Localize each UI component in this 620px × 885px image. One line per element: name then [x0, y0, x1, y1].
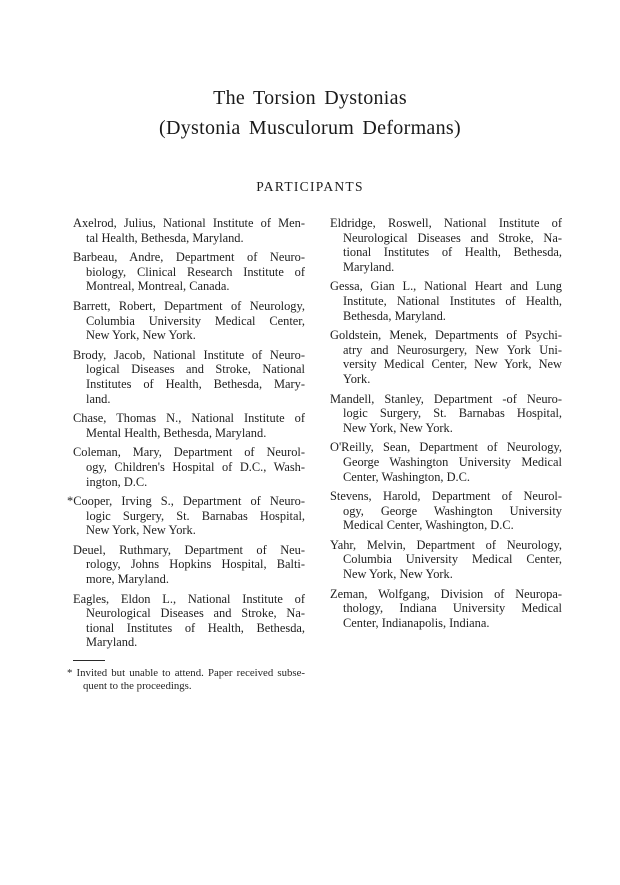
- title-line-1: The Torsion Dystonias: [213, 87, 407, 109]
- participant-line: New York, New York.: [86, 523, 196, 538]
- participant-line: more, Maryland.: [86, 572, 169, 587]
- participant-line: Goldstein, Menek, Departments of Psychi-: [330, 328, 562, 343]
- participant-line: logical Diseases and Stroke, National: [86, 362, 305, 377]
- participant-line: Deuel, Ruthmary, Department of Neu-: [73, 542, 305, 557]
- participant-entry: [330, 489, 562, 533]
- participant-line: tional Institutes of Health, Bethesda,: [86, 620, 305, 635]
- footnote-rule: [73, 660, 105, 661]
- participant-entry: [330, 328, 562, 386]
- participant-line: tal Health, Bethesda, Maryland.: [86, 230, 244, 245]
- participant-line: New York, New York.: [343, 567, 453, 582]
- participant-line: biology, Clinical Research Institute of: [86, 264, 305, 279]
- participant-entry: [73, 411, 305, 440]
- participant-line: ogy, Children's Hospital of D.C., Wash-: [86, 459, 305, 474]
- participant-line: Center, Washington, D.C.: [343, 469, 470, 484]
- participant-entry: [73, 216, 305, 245]
- participant-line: Zeman, Wolfgang, Division of Neuropa-: [330, 586, 562, 601]
- participant-entry: [330, 587, 562, 631]
- participant-line: land.: [86, 391, 111, 406]
- participant-line: Maryland.: [343, 259, 395, 274]
- participant-line: logic Surgery, St. Barnabas Hospital,: [86, 508, 305, 523]
- participant-line: Barrett, Robert, Department of Neurology,: [73, 298, 305, 313]
- participant-entry: [73, 299, 305, 343]
- participant-line: Brody, Jacob, National Institute of Neuro-: [73, 347, 305, 362]
- participant-line: ogy, George Washington University: [343, 503, 562, 518]
- participant-line: George Washington University Medical: [343, 454, 562, 469]
- participant-line: ington, D.C.: [86, 474, 148, 489]
- participant-line: Center, Indianapolis, Indiana.: [343, 615, 490, 630]
- participant-line: Institute, National Institutes of Health,: [343, 293, 562, 308]
- participant-entry: [330, 392, 562, 436]
- participant-entry: [73, 543, 305, 587]
- participant-line: Medical Center, Washington, D.C.: [343, 518, 514, 533]
- footnote-line-1: * Invited but unable to attend. Paper received subse-: [67, 667, 305, 680]
- participant-line: Montreal, Montreal, Canada.: [86, 279, 230, 294]
- participant-line: Gessa, Gian L., National Heart and Lung: [330, 279, 562, 294]
- participant-line: Axelrod, Julius, National Institute of Men-: [73, 216, 305, 230]
- footnote-line-2: quent to the proceedings.: [83, 680, 192, 693]
- participant-line: Columbia University Medical Center,: [86, 313, 305, 328]
- participant-entry: [67, 494, 305, 538]
- participant-line: thology, Indiana University Medical: [343, 601, 562, 616]
- participant-line: Columbia University Medical Center,: [343, 552, 562, 567]
- participant-entry: [330, 279, 562, 323]
- participant-entry: [73, 348, 305, 406]
- participant-line: O'Reilly, Sean, Department of Neurology,: [330, 440, 562, 455]
- document-title: [0, 0, 620, 143]
- participants-left-column: [67, 216, 305, 693]
- participants-heading: PARTICIPANTS: [256, 179, 364, 194]
- participant-entry: [73, 592, 305, 650]
- participant-entry: [330, 440, 562, 484]
- participant-line: tional Institutes of Health, Bethesda,: [343, 245, 562, 260]
- participant-line: logic Surgery, St. Barnabas Hospital,: [343, 406, 562, 421]
- participant-line: Mental Health, Bethesda, Maryland.: [86, 425, 267, 440]
- participants-right-column: [330, 216, 562, 693]
- participant-line: York.: [343, 371, 371, 386]
- footnote: [67, 660, 305, 693]
- participant-entry: [73, 250, 305, 294]
- participant-line: Coleman, Mary, Department of Neurol-: [73, 445, 305, 460]
- participant-line: rology, Johns Hopkins Hospital, Balti-: [86, 557, 305, 572]
- participant-line: *Cooper, Irving S., Department of Neuro-: [67, 494, 305, 509]
- participant-line: Neurological Diseases and Stroke, Na-: [86, 606, 305, 621]
- participant-line: Maryland.: [86, 635, 138, 650]
- participant-line: Chase, Thomas N., National Institute of: [73, 411, 305, 426]
- participant-list-left: [67, 216, 305, 650]
- participant-line: versity Medical Center, New York, New: [343, 357, 562, 372]
- title-line-2: (Dystonia Musculorum Deformans): [159, 117, 461, 139]
- participant-line: Neurological Diseases and Stroke, Na-: [343, 230, 562, 245]
- participant-entry: [330, 538, 562, 582]
- participant-line: Bethesda, Maryland.: [343, 308, 446, 323]
- participant-line: Yahr, Melvin, Department of Neurology,: [330, 537, 562, 552]
- participant-line: Mandell, Stanley, Department -of Neuro-: [330, 391, 562, 406]
- participant-entry: [330, 216, 562, 274]
- participant-line: New York, New York.: [86, 328, 196, 343]
- participant-line: Barbeau, Andre, Department of Neuro-: [73, 250, 305, 265]
- participant-entry: [73, 445, 305, 489]
- participant-line: atry and Neurosurgery, New York Uni-: [343, 342, 562, 357]
- participant-list-right: [330, 216, 562, 630]
- participant-line: Eldridge, Roswell, National Institute of: [330, 216, 562, 230]
- participant-line: Institutes of Health, Bethesda, Mary-: [86, 376, 305, 391]
- participant-line: Stevens, Harold, Department of Neurol-: [330, 489, 562, 504]
- participant-line: New York, New York.: [343, 420, 453, 435]
- participant-line: Eagles, Eldon L., National Institute of: [73, 591, 305, 606]
- participants-columns: [0, 216, 620, 693]
